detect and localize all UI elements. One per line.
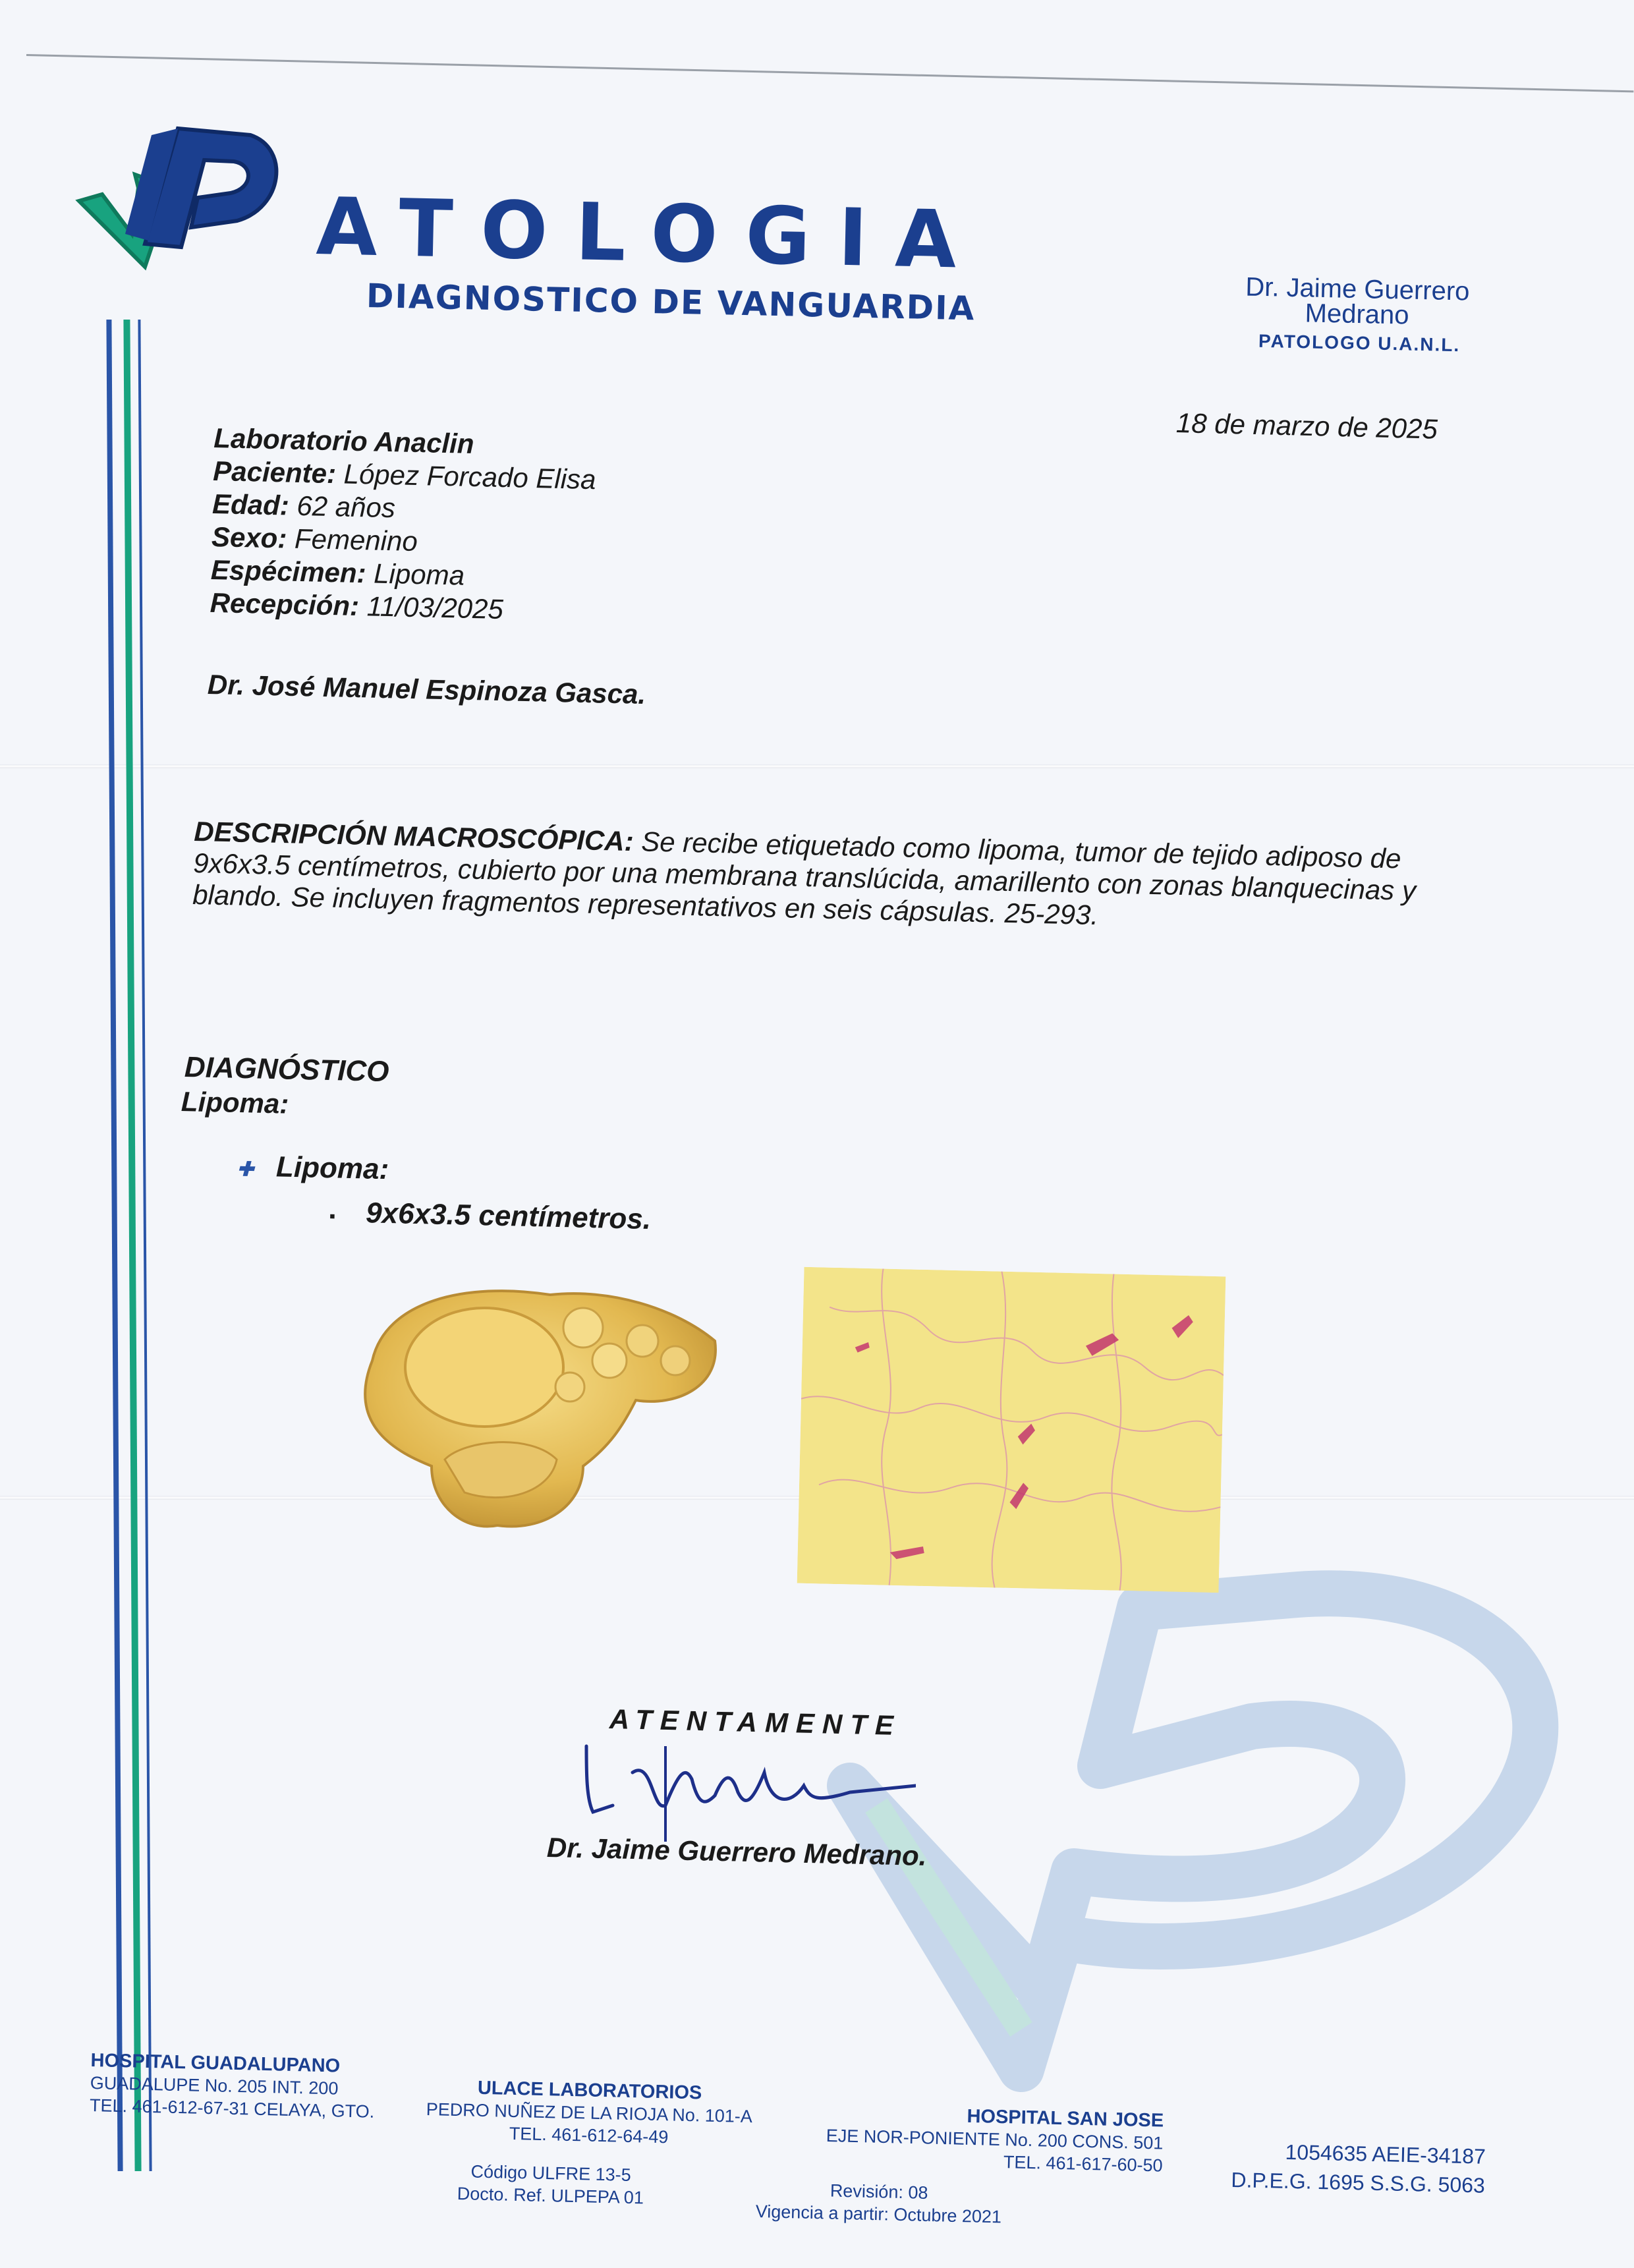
square-bullet-icon: ▪ [329,1206,336,1226]
brand-name: ATOLOGIA [315,181,985,287]
watermark-logo [824,1568,1601,2161]
age-value: 62 años [296,490,396,524]
reception-label: Recepción: [210,586,360,622]
footer-line: Docto. Ref. ULPEPA 01 [457,2183,644,2208]
header-doctor-name: Dr. Jaime Guerrero Medrano [1245,272,1470,330]
patient-value: López Forcado Elisa [343,458,597,496]
footer-hospital-san-jose [826,2102,1164,2177]
footer-title: HOSPITAL SAN JOSE [967,2105,1164,2132]
footer-line: GUADALUPE No. 205 INT. 200 [90,2072,339,2099]
left-border-blue [106,320,123,2171]
age-label: Edad: [211,488,290,521]
footer-revision [755,2178,1002,2228]
footer-line: Vigencia a partir: Octubre 2021 [755,2201,1002,2227]
footer-ulace [426,2076,753,2150]
sex-label: Sexo: [211,521,287,554]
footer-line: TEL. 461-612-67-31 CELAYA, GTO. [89,2095,375,2122]
diagnosis-detail [329,1196,651,1236]
macroscopic-description [192,816,1420,938]
footer-line: TEL. 461-612-64-49 [509,2123,669,2147]
brand-subtitle: DIAGNOSTICO DE VANGUARDIA [366,277,976,328]
footer-codes [457,2160,644,2209]
footer-line: Código ULFRE 13-5 [470,2161,632,2185]
diagnosis-detail-text: 9x6x3.5 centímetros. [365,1197,652,1236]
left-border-green [123,320,141,2171]
footer-line: D.P.E.G. 1695 S.S.G. 5063 [1231,2167,1486,2197]
diagnosis-item [237,1150,389,1186]
laboratory-name: Laboratorio Anaclin [213,422,475,459]
specimen-gross-photo [333,1268,728,1545]
reception-value: 11/03/2025 [366,590,504,625]
referring-physician: Dr. José Manuel Espinoza Gasca. [207,669,646,710]
patient-info-block [210,422,597,628]
handwritten-signature [573,1733,916,1845]
patologia-logo-icon [72,109,283,280]
diagnosis-item-text: Lipoma: [275,1150,389,1186]
footer-line: 1054635 AEIE-34187 [1285,2140,1486,2169]
left-border-blue-thin [138,320,152,2171]
paper-top-edge [26,54,1633,92]
footer-line: EJE NOR-PONIENTE No. 200 CONS. 501 [826,2125,1164,2153]
paper-fold [0,764,1634,768]
patient-label: Paciente: [212,455,337,490]
diagnosis-heading: DIAGNÓSTICO [184,1051,389,1089]
bullet-icon: ✚ [237,1158,254,1181]
footer-line: Revisión: 08 [830,2180,928,2203]
footer-title: ULACE LABORATORIOS [477,2077,702,2104]
footer-registry [1231,2136,1486,2200]
report-date: 18 de marzo de 2025 [1175,407,1438,445]
signatory-name: Dr. Jaime Guerrero Medrano. [546,1832,927,1872]
specimen-label: Espécimen: [210,553,367,589]
footer-line: PEDRO NUÑEZ DE LA RIOJA No. 101-A [426,2099,753,2127]
closing-word: ATENTAMENTE [609,1703,902,1742]
footer-title: HOSPITAL GUADALUPANO [90,2049,341,2077]
footer-hospital-guadalupano [90,2049,376,2123]
sex-value: Femenino [294,523,418,557]
specimen-value: Lipoma [373,557,465,591]
diagnosis-summary: Lipoma: [181,1086,289,1120]
header-doctor-title: PATOLOGO U.A.N.L. [1258,330,1461,356]
macroscopic-text: Se recibe etiquetado como lipoma, tumor de tejido adiposo de 9x6x3.5 centímetros, cubierto por una membrana translúcida, amarillento con zonas blanquecinas y blando. Se incluyen fragmentos representativos en seis cápsulas. 25-293. [192,826,1417,931]
histology-microscopy-image [797,1267,1226,1593]
footer-line: TEL. 461-617-60-50 [1003,2152,1163,2176]
macroscopic-label: DESCRIPCIÓN MACROSCÓPICA: [193,816,634,857]
